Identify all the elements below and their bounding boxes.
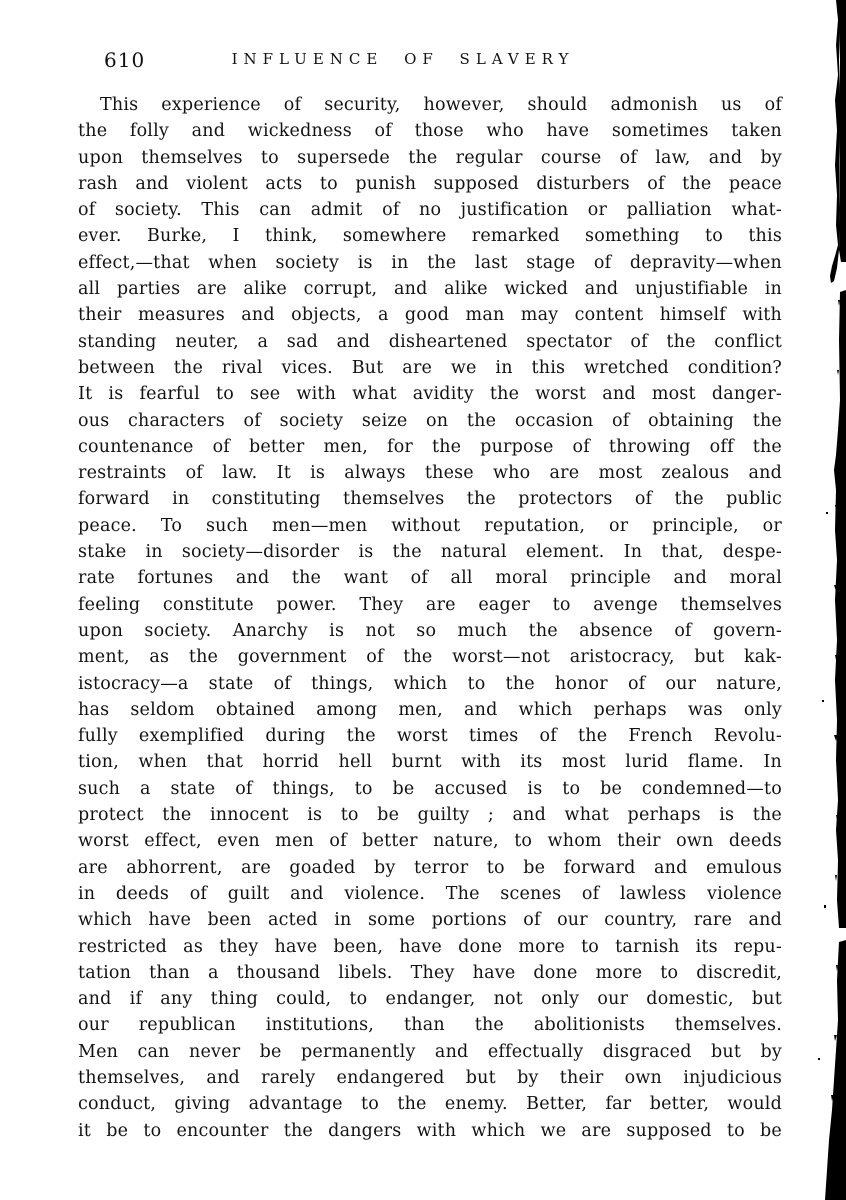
text-line: feeling constitute power. They are eager to avenge themselves xyxy=(78,594,782,615)
text-line: It is fearful to see with what avidity the worst and most danger- xyxy=(78,384,782,405)
text-line: which have been acted in some portions of our country, rare and xyxy=(78,910,782,931)
text-line: and if any thing could, to endanger, not only our domestic, but xyxy=(78,989,782,1010)
text-line: all parties are alike corrupt, and alike wicked and unjustifiable in xyxy=(78,279,782,300)
text-line: upon society. Anarchy is not so much the absence of govern- xyxy=(78,620,782,641)
body-text-block xyxy=(78,92,782,1144)
text-line: their measures and objects, a good man may content himself with xyxy=(78,305,782,326)
scan-speck xyxy=(826,512,828,514)
text-line: rash and violent acts to punish supposed disturbers of the peace xyxy=(78,173,782,194)
running-head xyxy=(78,48,782,74)
text-line: between the rival vices. But are we in this wretched condition? xyxy=(78,357,782,378)
text-line: worst effect, even men of better nature, to whom their own deeds xyxy=(78,831,782,852)
text-line: rate fortunes and the want of all moral principle and moral xyxy=(78,568,782,589)
text-line: themselves, and rarely endangered but by their own injudicious xyxy=(78,1067,782,1088)
text-line: This experience of security, however, should admonish us of xyxy=(100,95,782,115)
text-line: conduct, giving advantage to the enemy. Better, far better, would xyxy=(78,1094,782,1115)
text-line: it be to encounter the dangers with which we are supposed to be xyxy=(78,1120,782,1141)
text-line: in deeds of guilt and violence. The scenes of lawless violence xyxy=(78,883,782,904)
scan-speck xyxy=(824,905,826,908)
text-line: the folly and wickedness of those who have sometimes taken xyxy=(78,121,782,142)
text-line: peace. To such men—men without reputation, or principle, or xyxy=(78,515,782,536)
text-line: ous characters of society seize on the occasion of obtaining the xyxy=(78,410,782,431)
text-line: ever. Burke, I think, somewhere remarked something to this xyxy=(78,226,782,247)
text-line: restricted as they have been, have done more to tarnish its repu- xyxy=(78,936,782,957)
text-line: restraints of law. It is always these who are most zealous and xyxy=(78,463,782,484)
scan-speck xyxy=(822,700,824,702)
text-line: Men can never be permanently and effectually disgraced but by xyxy=(78,1041,782,1062)
running-title: INFLUENCE OF SLAVERY xyxy=(231,50,575,68)
text-line: such a state of things, to be accused is to be condemned—to xyxy=(78,778,782,799)
page-number: 610 xyxy=(104,48,146,72)
text-line: has seldom obtained among men, and which perhaps was only xyxy=(78,699,782,720)
text-line: standing neuter, a sad and disheartened spectator of the conflict xyxy=(78,331,782,352)
text-line: stake in society—disorder is the natural element. In that, despe- xyxy=(78,542,782,563)
text-line: tion, when that horrid hell burnt with its most lurid flame. In xyxy=(78,752,782,773)
page-edge-shadow xyxy=(822,0,846,1200)
text-line: effect,—that when society is in the last stage of depravity—when xyxy=(78,252,782,273)
text-line: countenance of better men, for the purpose of throwing off the xyxy=(78,436,782,457)
text-line: protect the innocent is to be guilty ; and what perhaps is the xyxy=(78,805,782,826)
text-line: forward in constituting themselves the protectors of the public xyxy=(78,489,782,510)
text-line: are abhorrent, are goaded by terror to be forward and emulous xyxy=(78,857,782,878)
text-line: istocracy—a state of things, which to the honor of our nature, xyxy=(78,673,782,694)
scan-speck xyxy=(818,1058,820,1060)
text-line: tation than a thousand libels. They have done more to discredit, xyxy=(78,962,782,983)
text-line: of society. This can admit of no justification or palliation what- xyxy=(78,200,782,221)
text-line: upon themselves to supersede the regular course of law, and by xyxy=(78,147,782,168)
text-line: ment, as the government of the worst—not aristocracy, but kak- xyxy=(78,647,782,668)
text-line: fully exemplified during the worst times of the French Revolu- xyxy=(78,726,782,747)
text-line: our republican institutions, than the abolitionists themselves. xyxy=(78,1015,782,1036)
